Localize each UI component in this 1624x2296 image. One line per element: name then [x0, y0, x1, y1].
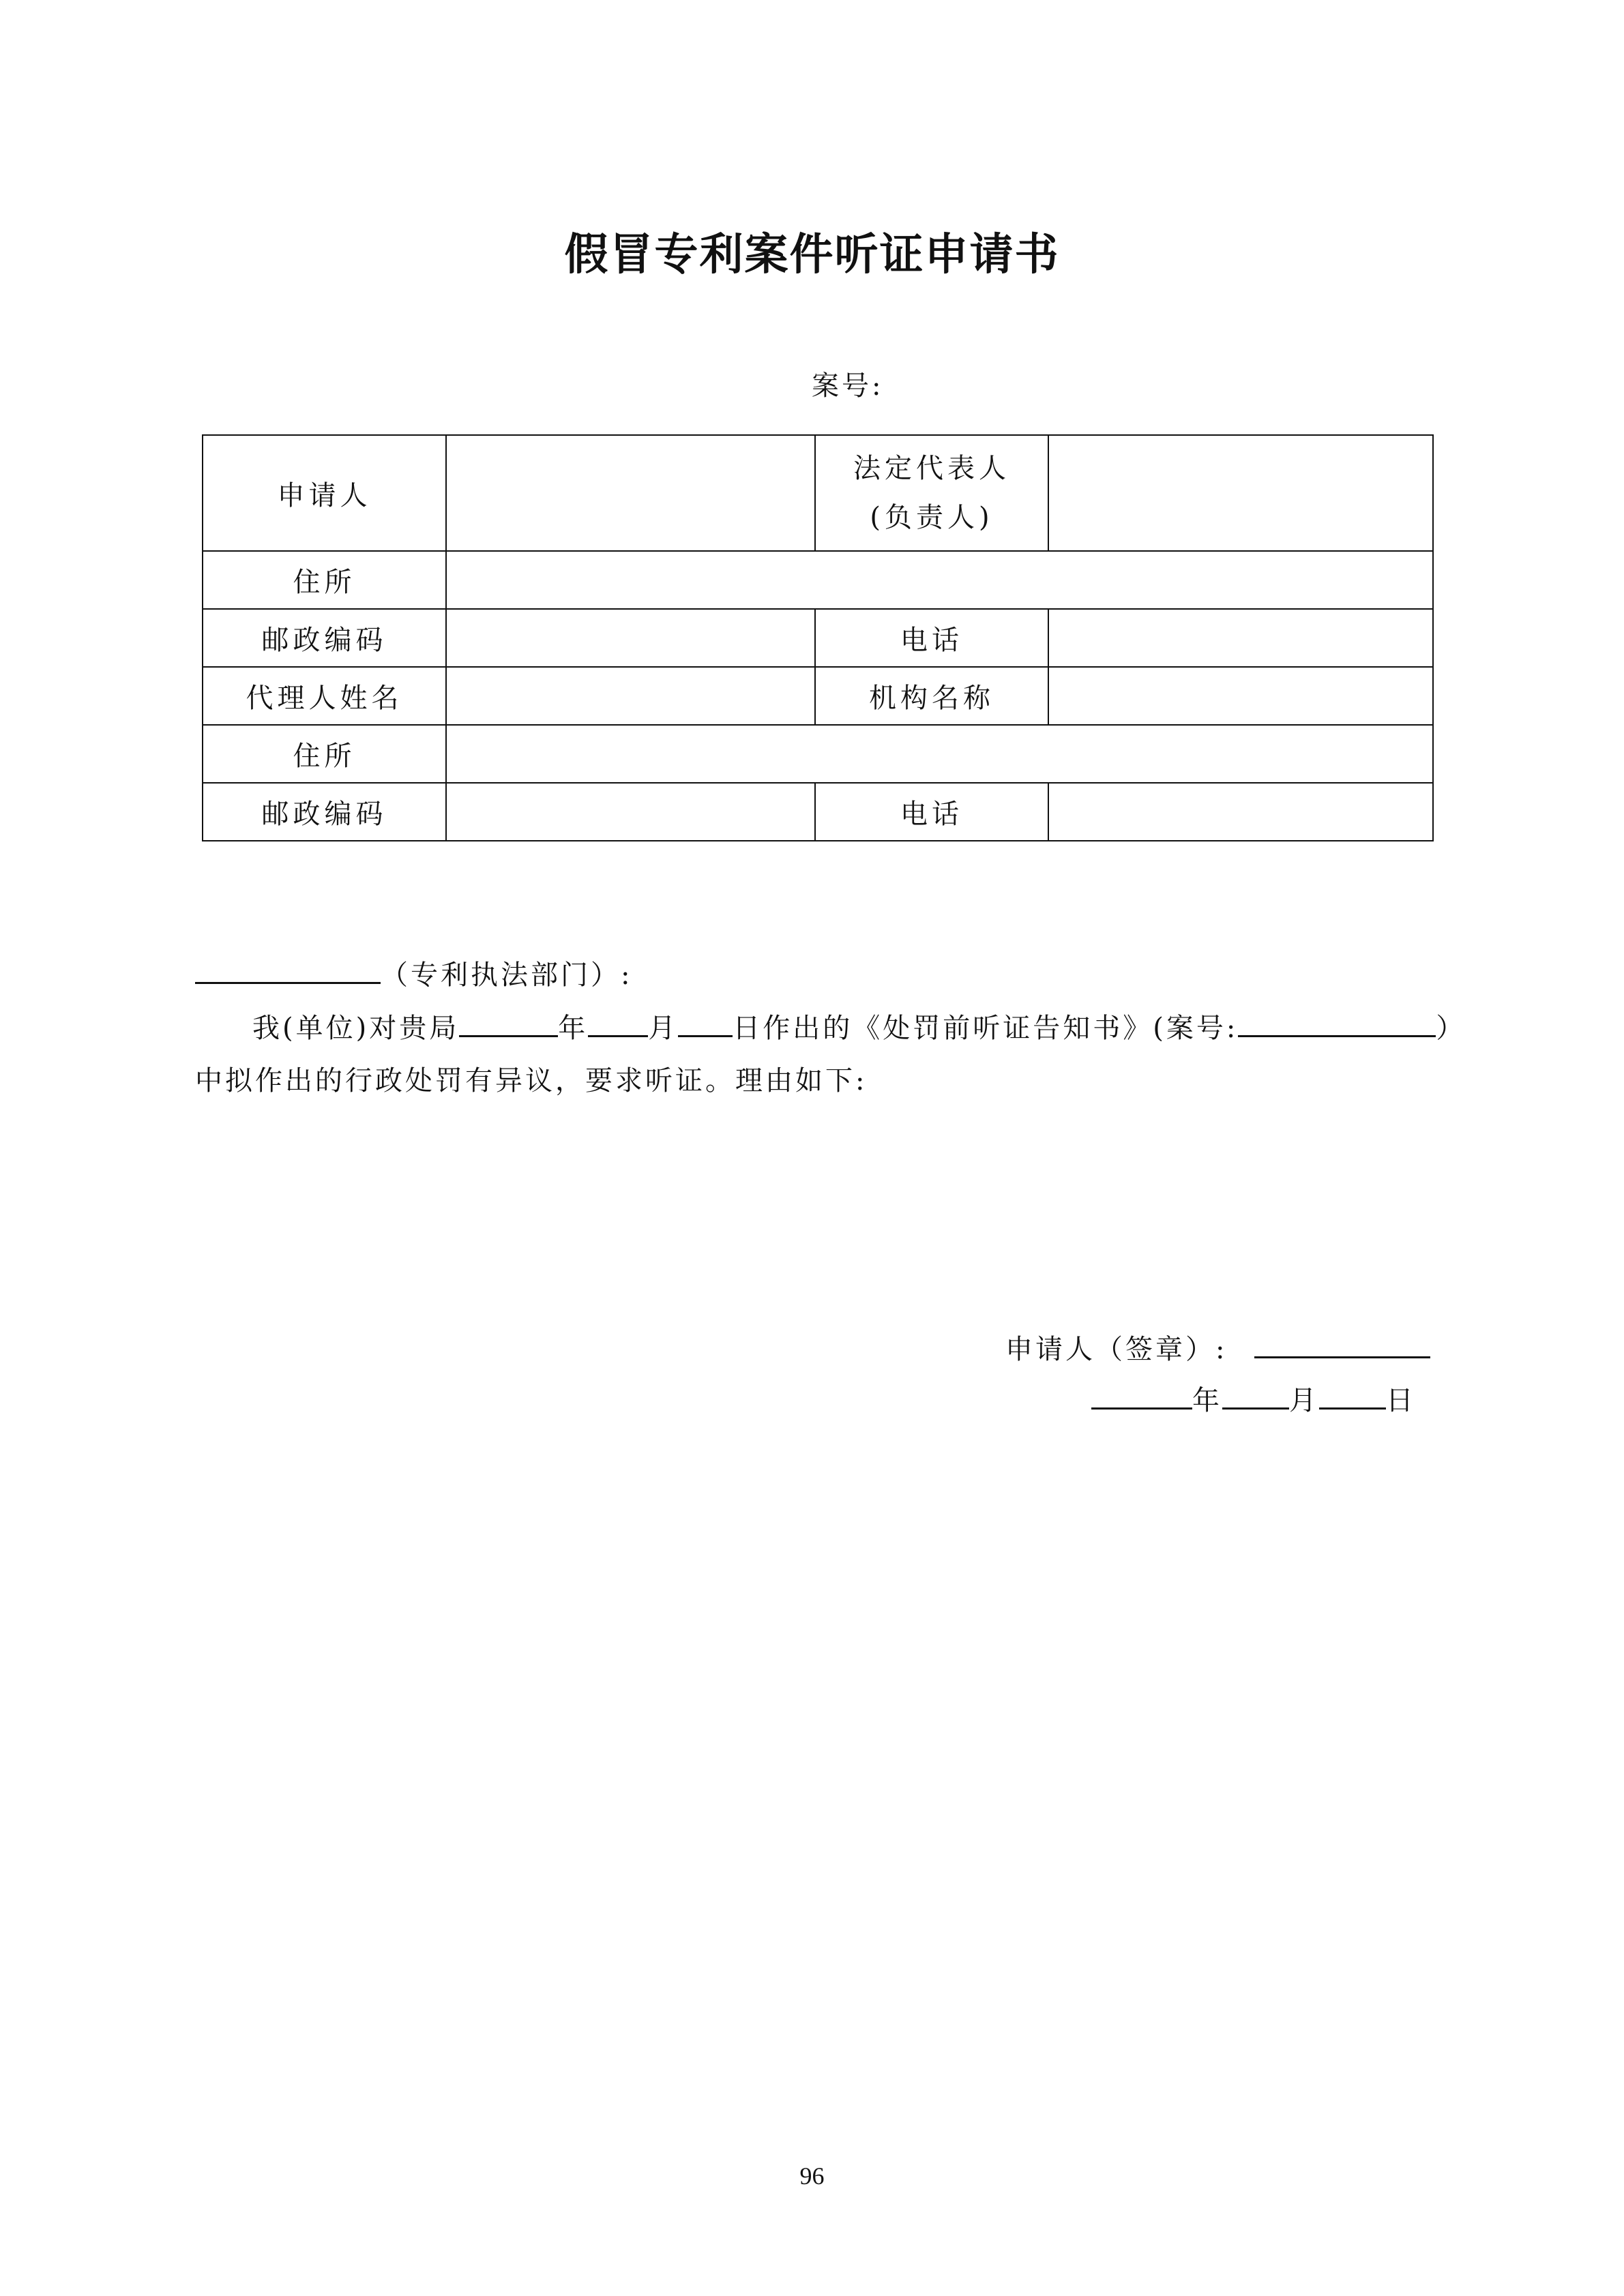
- notice-day-blank[interactable]: [678, 1008, 733, 1037]
- legal-representative-field[interactable]: [1048, 435, 1433, 551]
- legal-representative-label-line2: (负责人): [870, 502, 994, 533]
- objection-text-part2: 日作出的《处罚前听证告知书》(案号:: [733, 1013, 1239, 1044]
- agent-phone-field[interactable]: [1048, 783, 1433, 841]
- notice-month-blank[interactable]: [588, 1008, 648, 1037]
- case-number-label: 案号:: [812, 370, 884, 402]
- legal-representative-label-line1: 法定代表人: [853, 453, 1010, 484]
- signature-line: [1005, 1328, 1430, 1367]
- objection-line-1: [252, 1007, 1466, 1045]
- page-number: 96: [799, 2162, 825, 2190]
- applicant-label: 申请人: [203, 435, 446, 551]
- agent-address-field[interactable]: [446, 725, 1433, 783]
- legal-representative-label: [815, 435, 1048, 551]
- enforcement-department-blank[interactable]: [195, 955, 381, 984]
- postal-code-label: 邮政编码: [203, 609, 446, 667]
- phone-label: 电话: [815, 609, 1048, 667]
- objection-line-2: 中拟作出的行政处罚有异议，要求听证。理由如下:: [195, 1065, 868, 1097]
- table-row: [203, 667, 1433, 725]
- notice-case-number-blank[interactable]: [1238, 1008, 1436, 1037]
- agent-name-field[interactable]: [446, 667, 815, 725]
- agent-name-label: 代理人姓名: [203, 667, 446, 725]
- phone-field[interactable]: [1048, 609, 1433, 667]
- notice-year-blank[interactable]: [459, 1008, 558, 1037]
- closing-paren: ）: [1436, 1013, 1466, 1044]
- addressee-line: [195, 953, 632, 992]
- signature-date-line: [1091, 1379, 1416, 1418]
- agent-postal-code-field[interactable]: [446, 783, 815, 841]
- table-row: [203, 725, 1433, 783]
- postal-code-field[interactable]: [446, 609, 815, 667]
- agent-address-label: 住所: [203, 725, 446, 783]
- signature-year-label: 年: [1192, 1385, 1222, 1416]
- address-label: 住所: [203, 551, 446, 609]
- agency-name-label: 机构名称: [815, 667, 1048, 725]
- table-row: [203, 609, 1433, 667]
- agency-name-field[interactable]: [1048, 667, 1433, 725]
- objection-text-part1: 我(单位)对贵局: [252, 1013, 460, 1044]
- signature-year-blank[interactable]: [1091, 1380, 1192, 1410]
- table-row: [203, 783, 1433, 841]
- signature-label: 申请人（签章）:: [1005, 1334, 1228, 1365]
- addressee-suffix: （专利执法部门）:: [381, 959, 633, 991]
- signature-month-label: 月: [1289, 1385, 1319, 1416]
- signature-day-blank[interactable]: [1319, 1380, 1386, 1410]
- year-label: 年: [558, 1013, 589, 1044]
- table-row: [203, 435, 1433, 551]
- month-label: 月: [648, 1013, 679, 1044]
- applicant-field[interactable]: [446, 435, 815, 551]
- signature-month-blank[interactable]: [1222, 1380, 1289, 1410]
- agent-phone-label: 电话: [815, 783, 1048, 841]
- agent-postal-code-label: 邮政编码: [203, 783, 446, 841]
- document-title: 假冒专利案件听证申请书: [564, 230, 1060, 280]
- signature-day-label: 日: [1386, 1385, 1416, 1416]
- signature-blank[interactable]: [1254, 1329, 1430, 1358]
- address-field[interactable]: [446, 551, 1433, 609]
- applicant-info-table: [202, 434, 1434, 841]
- table-row: [203, 551, 1433, 609]
